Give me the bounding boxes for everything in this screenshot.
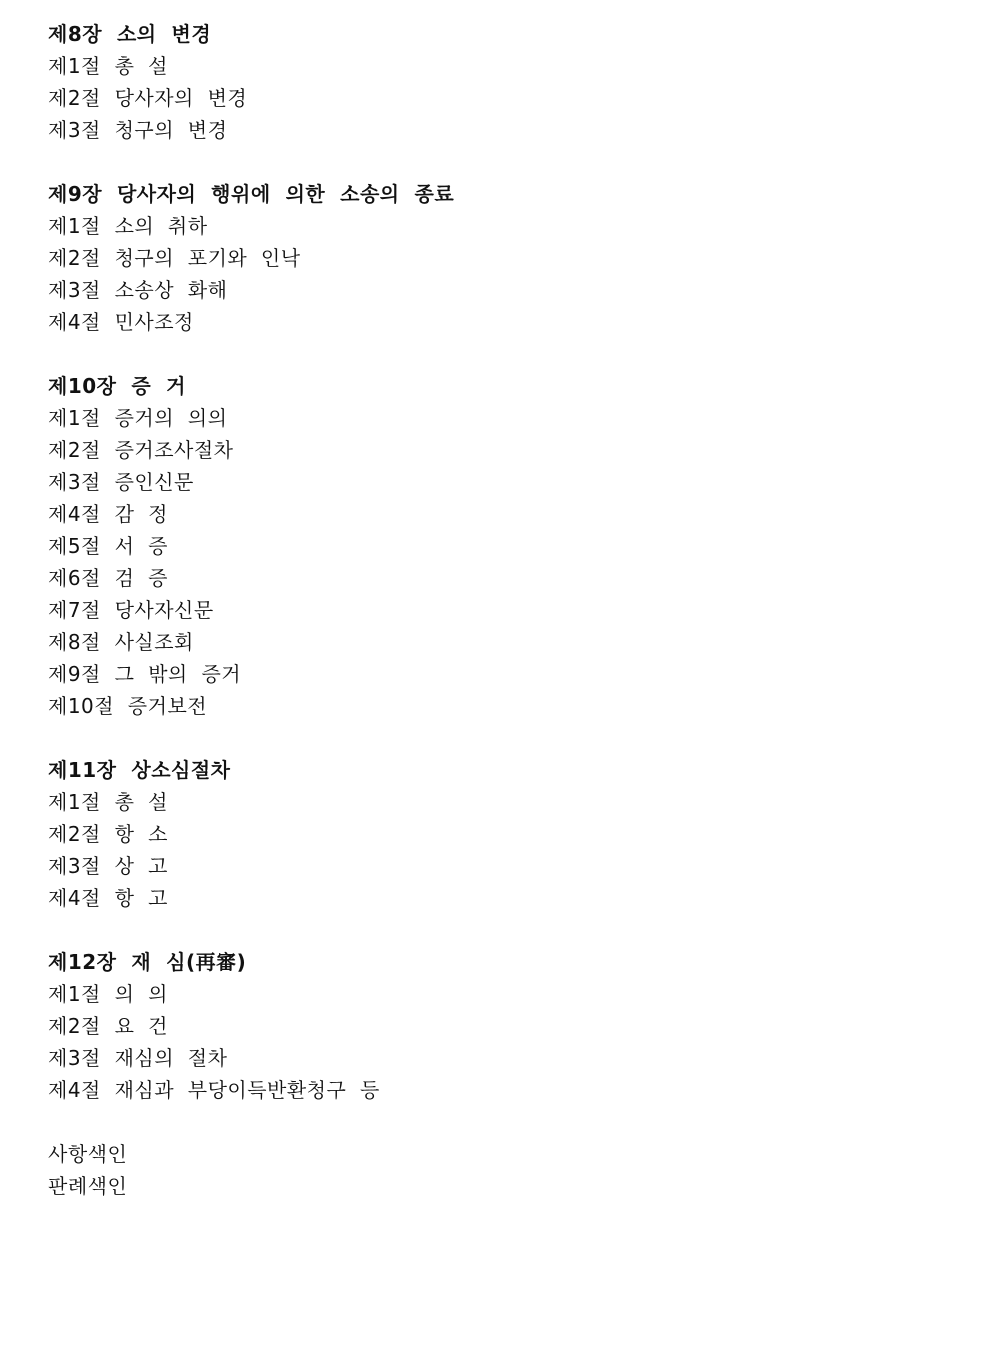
- section-item: 제4절 재심과 부당이득반환청구 등: [48, 1078, 380, 1102]
- section-item: 제3절 증인신문: [48, 470, 194, 494]
- section-item: 제1절 총 설: [48, 54, 168, 78]
- chapter-9-title: 제9장 당사자의 행위에 의한 소송의 종료: [48, 182, 455, 206]
- spacer: [48, 914, 948, 946]
- section-item: 제2절 항 소: [48, 822, 168, 846]
- section-item: 제4절 감 정: [48, 502, 168, 526]
- case-index: 판례색인: [48, 1174, 128, 1198]
- chapter-12-title: 제12장 재 심(再審): [48, 950, 247, 974]
- section-item: 제1절 증거의 의의: [48, 406, 228, 430]
- chapter-11-title: 제11장 상소심절차: [48, 758, 231, 782]
- chapter-8-title: 제8장 소의 변경: [48, 22, 212, 46]
- spacer: [48, 722, 948, 754]
- section-item: 제1절 총 설: [48, 790, 168, 814]
- section-item: 제1절 의 의: [48, 982, 168, 1006]
- spacer: [48, 146, 948, 178]
- section-item: 제10절 증거보전: [48, 694, 208, 718]
- section-item: 제7절 당사자신문: [48, 598, 214, 622]
- subject-index: 사항색인: [48, 1142, 128, 1166]
- section-item: 제5절 서 증: [48, 534, 168, 558]
- section-item: 제2절 요 건: [48, 1014, 168, 1038]
- table-of-contents: [48, 18, 948, 1202]
- chapter-10-title: 제10장 증 거: [48, 374, 186, 398]
- section-item: 제2절 증거조사절차: [48, 438, 234, 462]
- section-item: 제8절 사실조회: [48, 630, 194, 654]
- section-item: 제3절 소송상 화해: [48, 278, 228, 302]
- section-item: 제3절 청구의 변경: [48, 118, 228, 142]
- section-item: 제2절 당사자의 변경: [48, 86, 248, 110]
- spacer: [48, 338, 948, 370]
- section-item: 제6절 검 증: [48, 566, 168, 590]
- section-item: 제9절 그 밖의 증거: [48, 662, 242, 686]
- section-item: 제4절 민사조정: [48, 310, 194, 334]
- section-item: 제4절 항 고: [48, 886, 168, 910]
- spacer: [48, 1106, 948, 1138]
- section-item: 제2절 청구의 포기와 인낙: [48, 246, 301, 270]
- section-item: 제3절 재심의 절차: [48, 1046, 228, 1070]
- section-item: 제1절 소의 취하: [48, 214, 208, 238]
- section-item: 제3절 상 고: [48, 854, 168, 878]
